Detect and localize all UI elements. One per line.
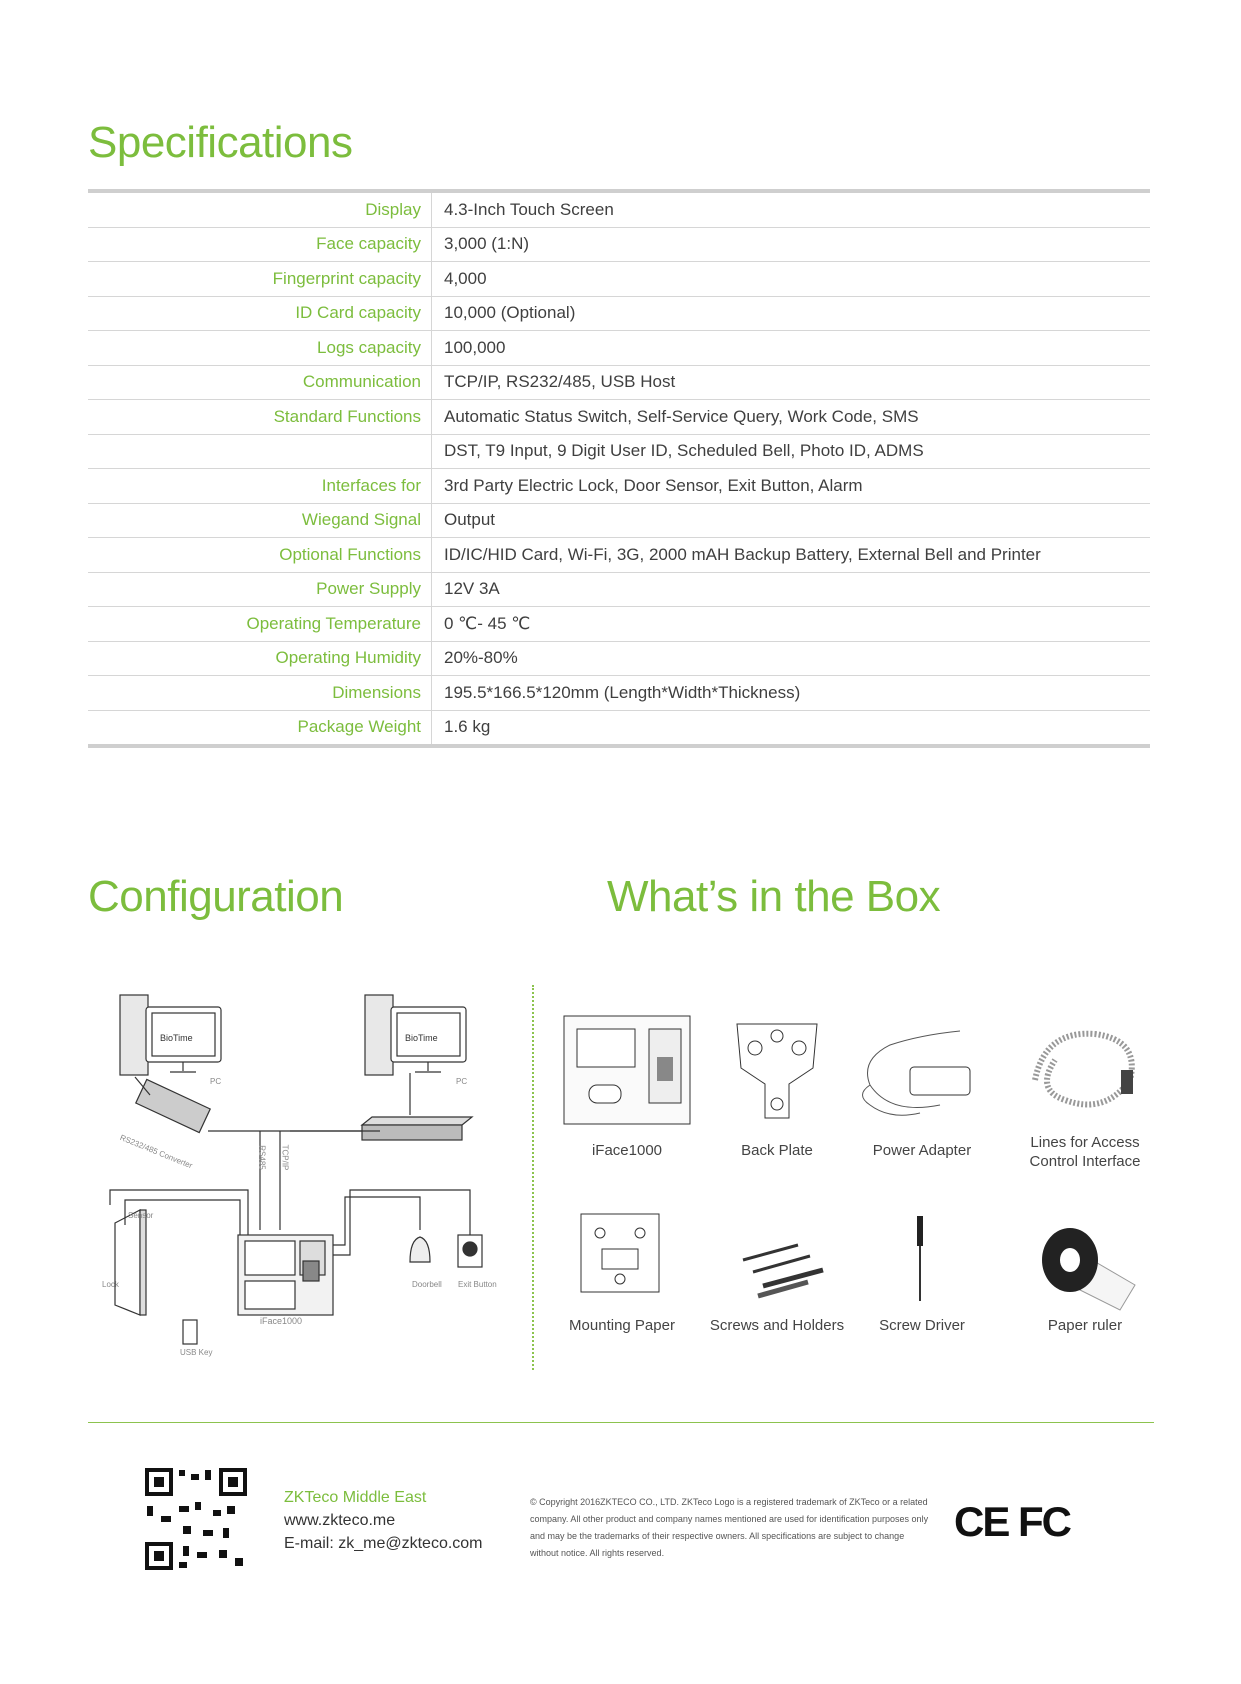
pc-screen-label: BioTime <box>405 1033 438 1043</box>
spec-value: ID/IC/HID Card, Wi-Fi, 3G, 2000 mAH Backup Battery, External Bell and Printer <box>444 544 1041 564</box>
spec-label: Interfaces for <box>88 469 432 503</box>
doorbell-label: Doorbell <box>412 1280 442 1289</box>
spec-value: 100,000 <box>444 337 506 357</box>
box-item-caption: Back Plate <box>741 1142 813 1159</box>
specifications-table <box>88 189 1150 748</box>
spec-row <box>88 538 1150 573</box>
spec-row <box>88 331 1150 366</box>
spec-row <box>88 435 1150 470</box>
configuration-diagram <box>100 985 500 1360</box>
box-item-caption: Screws and Holders <box>709 1317 845 1334</box>
spec-row <box>88 676 1150 711</box>
box-item-caption: Paper ruler <box>1047 1317 1123 1334</box>
sensor-label: Sensor <box>128 1211 154 1220</box>
tcpip-label: TCP/IP <box>280 1144 290 1171</box>
exit-button-label: Exit Button <box>458 1280 497 1289</box>
paper-ruler-image <box>1035 1225 1145 1320</box>
qr-code-image[interactable] <box>143 1466 249 1577</box>
spec-value: 3,000 (1:N) <box>444 234 530 254</box>
usb-key-label: USB Key <box>180 1348 213 1357</box>
spec-row <box>88 711 1150 745</box>
spec-label: Fingerprint capacity <box>88 262 432 296</box>
configuration-title: Configuration <box>88 872 344 921</box>
spec-row <box>88 504 1150 539</box>
spec-value: 10,000 (Optional) <box>444 303 576 323</box>
power-adapter-image <box>850 1025 990 1130</box>
device-label: iFace1000 <box>260 1316 303 1326</box>
spec-label <box>88 435 432 469</box>
pc-screen-label: BioTime <box>160 1033 193 1043</box>
spec-row <box>88 642 1150 677</box>
screws-image <box>738 1240 828 1305</box>
spec-value: TCP/IP, RS232/485, USB Host <box>444 372 676 392</box>
copyright-notice: © Copyright 2016ZKTECO CO., LTD. ZKTeco Logo is a registered trademark of ZKTeco or a related company. All other product and company names mentioned are used for identification purposes only and may be the trademarks of their respective owners. All specifications are subject to change without notice. All rights reserved. <box>530 1497 929 1558</box>
email-link[interactable]: E-mail: zk_me@zkteco.com <box>284 1535 483 1552</box>
spec-value: 4.3-Inch Touch Screen <box>444 199 614 219</box>
spec-label: Power Supply <box>88 573 432 607</box>
screw-driver-image <box>912 1215 928 1310</box>
spec-label: Operating Humidity <box>88 642 432 676</box>
spec-value: 12V 3A <box>444 579 500 599</box>
spec-value: 3rd Party Electric Lock, Door Sensor, Exit Button, Alarm <box>444 475 863 495</box>
spec-label: Face capacity <box>88 228 432 262</box>
spec-row <box>88 366 1150 401</box>
box-item-caption: Screw Driver <box>879 1317 965 1334</box>
spec-value: 4,000 <box>444 268 487 288</box>
box-item-caption: Power Adapter <box>872 1142 972 1159</box>
spec-label: Communication <box>88 366 432 400</box>
spec-row <box>88 573 1150 608</box>
spec-label: Wiegand Signal <box>88 504 432 538</box>
converter-label: RS232/485 Converter <box>118 1133 194 1171</box>
box-item-caption: Mounting Paper <box>569 1317 675 1334</box>
spec-label: Logs capacity <box>88 331 432 365</box>
spec-value: 0 ℃- 45 ℃ <box>444 613 531 633</box>
spec-value: Automatic Status Switch, Self-Service Query, Work Code, SMS <box>444 406 919 426</box>
spec-value: 1.6 kg <box>444 717 491 737</box>
iface1000-image <box>563 1015 693 1132</box>
spec-label: Dimensions <box>88 676 432 710</box>
box-title: What’s in the Box <box>607 872 941 921</box>
specifications-title: Specifications <box>88 118 353 167</box>
spec-row <box>88 297 1150 332</box>
spec-value: DST, T9 Input, 9 Digit User ID, Scheduled Bell, Photo ID, ADMS <box>444 441 924 461</box>
spec-value: 195.5*166.5*120mm (Length*Width*Thickness) <box>444 682 801 702</box>
spec-label: Optional Functions <box>88 538 432 572</box>
spec-row <box>88 262 1150 297</box>
spec-value: Output <box>444 510 496 530</box>
back-plate-image <box>727 1018 827 1131</box>
spec-label: Standard Functions <box>88 400 432 434</box>
access-lines-image <box>1025 1020 1145 1125</box>
section-divider <box>532 985 534 1370</box>
spec-label: Package Weight <box>88 711 432 745</box>
pc-label: PC <box>456 1077 468 1086</box>
box-item-caption: iFace1000 <box>591 1142 663 1159</box>
pc-label: PC <box>210 1077 222 1086</box>
lock-label: Lock <box>102 1280 119 1289</box>
spec-row <box>88 400 1150 435</box>
website-link[interactable]: www.zkteco.me <box>284 1512 396 1529</box>
spec-row <box>88 607 1150 642</box>
company-name: ZKTeco Middle East <box>284 1489 427 1506</box>
spec-label: ID Card capacity <box>88 297 432 331</box>
footer-rule <box>88 1422 1154 1423</box>
box-item-caption: Lines for Access Control Interface <box>1029 1134 1141 1170</box>
spec-value: 20%-80% <box>444 648 518 668</box>
spec-row <box>88 193 1150 228</box>
mounting-paper-image <box>580 1213 662 1300</box>
spec-row <box>88 469 1150 504</box>
certification-marks: CE FC <box>954 1498 1070 1545</box>
spec-label: Display <box>88 193 432 227</box>
rs485-label: RS485 <box>257 1145 267 1170</box>
spec-row <box>88 228 1150 263</box>
spec-label: Operating Temperature <box>88 607 432 641</box>
